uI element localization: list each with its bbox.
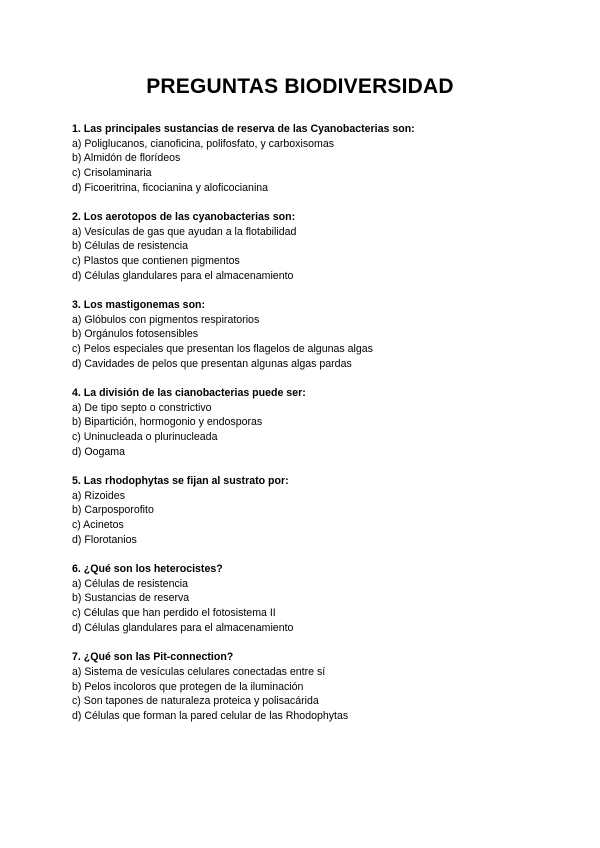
question-text: 3. Los mastigonemas son: [72, 299, 206, 312]
option-d: d) Células glandulares para el almacenamiento [72, 621, 294, 634]
question-text: 5. Las rhodophytas se fijan al sustrato por: [72, 475, 289, 488]
option-b: b) Almidón de florídeos [72, 152, 181, 165]
question-text: 7. ¿Qué son las Pit-connection? [72, 651, 234, 664]
question-text: 4. La división de las cianobacterias puede ser: [72, 387, 306, 400]
option-c: c) Uninucleada o plurinucleada [72, 431, 218, 444]
option-b: b) Sustancias de reserva [72, 592, 190, 605]
option-b: b) Orgánulos fotosensibles [72, 328, 199, 341]
option-c: c) Crisolaminaria [72, 167, 152, 180]
option-d: d) Células que forman la pared celular de las Rhodophytas [72, 709, 349, 722]
option-d: d) Oogama [72, 445, 125, 458]
question-list [72, 122, 552, 738]
option-a: a) De tipo septo o constrictivo [72, 401, 212, 414]
option-c: c) Son tapones de naturaleza proteica y polisacárida [72, 695, 319, 708]
question-3 [72, 298, 552, 372]
question-text: 6. ¿Qué son los heterocistes? [72, 563, 223, 576]
option-c: c) Células que han perdido el fotosistema II [72, 607, 276, 620]
option-a: a) Vesículas de gas que ayudan a la flotabilidad [72, 225, 297, 238]
option-d: d) Células glandulares para el almacenamiento [72, 269, 294, 282]
option-b: b) Pelos incoloros que protegen de la iluminación [72, 680, 304, 693]
option-b: b) Células de resistencia [72, 240, 188, 253]
option-a: a) Poliglucanos, cianoficina, polifosfato, y carboxisomas [72, 137, 335, 150]
question-7 [72, 650, 552, 724]
option-d: d) Cavidades de pelos que presentan algunas algas pardas [72, 357, 352, 370]
question-text: 1. Las principales sustancias de reserva de las Cyanobacterias son: [72, 123, 415, 135]
question-5 [72, 474, 552, 548]
option-a: a) Glóbulos con pigmentos respiratorios [72, 313, 260, 326]
question-6 [72, 562, 552, 636]
question-4 [72, 386, 552, 460]
question-text: 2. Los aerotopos de las cyanobacterias son: [72, 211, 296, 224]
option-d: d) Ficoeritrina, ficocianina y aloficocianina [72, 181, 269, 194]
question-1 [72, 122, 552, 196]
option-a: a) Sistema de vesículas celulares conectadas entre sí [72, 665, 326, 678]
option-b: b) Carposporofito [72, 504, 154, 517]
option-a: a) Rizoides [72, 489, 125, 502]
question-2 [72, 210, 552, 284]
option-c: c) Acinetos [72, 519, 124, 532]
page-title: PREGUNTAS BIODIVERSIDAD [146, 75, 454, 98]
option-d: d) Florotanios [72, 533, 137, 546]
option-c: c) Plastos que contienen pigmentos [72, 255, 240, 268]
option-b: b) Bipartición, hormogonio y endosporas [72, 416, 263, 429]
option-c: c) Pelos especiales que presentan los flagelos de algunas algas [72, 343, 373, 356]
option-a: a) Células de resistencia [72, 577, 188, 590]
